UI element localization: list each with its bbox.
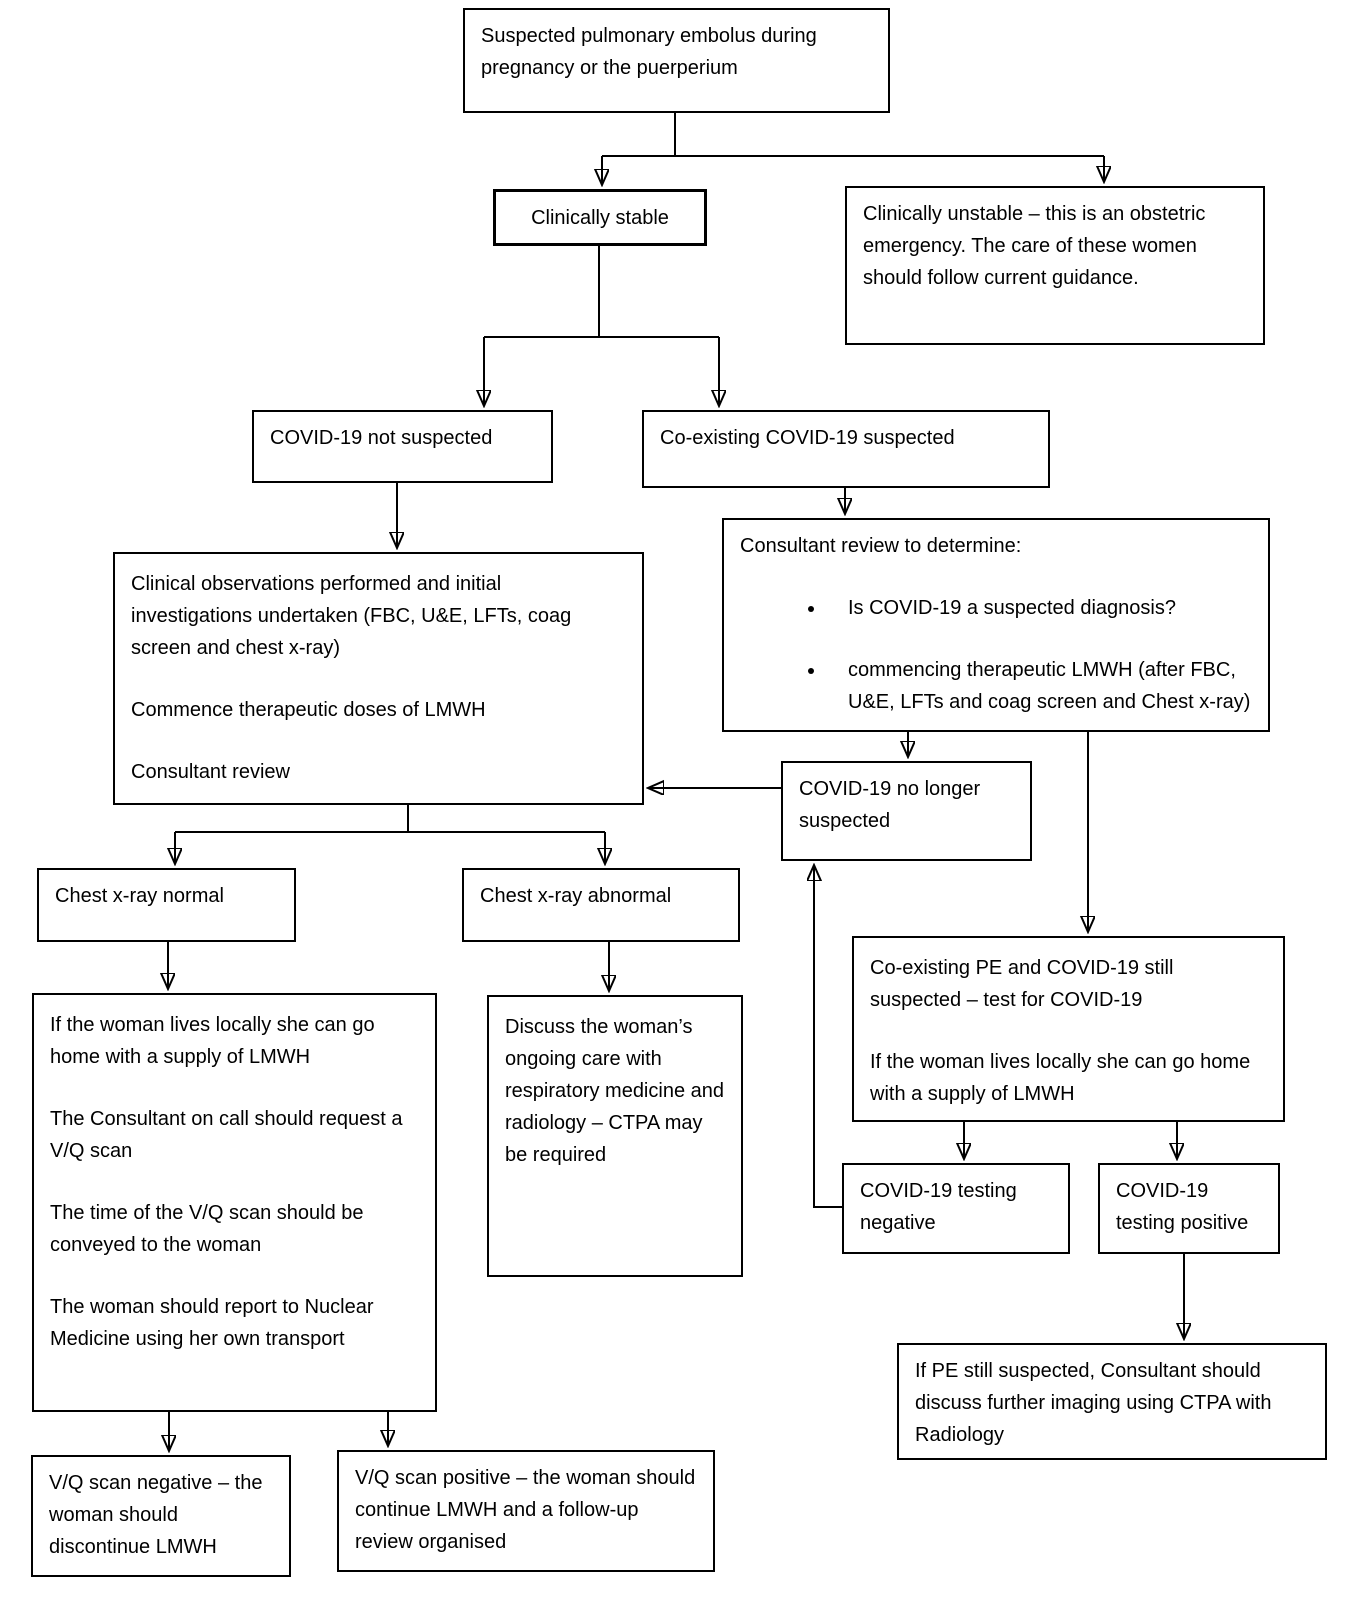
consultant-review-bullet: • commencing therapeutic LMWH (after FBC, U&E, LFTs and coag screen and Chest x-ray)	[826, 654, 1252, 718]
node-cxr-normal	[37, 868, 296, 942]
node-covid-not-suspected	[252, 410, 553, 483]
vq-pathway-paragraph: The Consultant on call should request a V/Q scan	[50, 1108, 403, 1162]
node-covid-test-positive-text: COVID-19 testing positive	[1116, 1180, 1249, 1234]
node-consultant-review	[722, 518, 1270, 732]
pe-covid-still-suspected-paragraph: Co-existing PE and COVID-19 still suspected – test for COVID-19	[870, 957, 1174, 1011]
node-discuss-ongoing-care	[487, 995, 743, 1277]
node-clinical-observations	[113, 552, 644, 805]
node-pe-covid-still-suspected	[852, 936, 1285, 1122]
node-cxr-abnormal	[462, 868, 740, 942]
node-covid-coexisting-suspected	[642, 410, 1050, 488]
node-cxr-normal-text: Chest x-ray normal	[55, 885, 224, 907]
node-clinically-unstable-text: Clinically unstable – this is an obstetric emergency. The care of these women should follow current guidance.	[863, 203, 1206, 289]
node-vq-pathway	[32, 993, 437, 1412]
node-covid-test-negative	[842, 1163, 1070, 1254]
consultant-review-title: Consultant review to determine:	[740, 535, 1022, 557]
node-vq-negative-text: V/Q scan negative – the woman should discontinue LMWH	[49, 1472, 263, 1558]
node-vq-positive-text: V/Q scan positive – the woman should continue LMWH and a follow-up review organised	[355, 1467, 696, 1553]
node-suspected-pe-text: Suspected pulmonary embolus during pregnancy or the puerperium	[481, 25, 817, 79]
node-suspected-pe	[463, 8, 890, 113]
node-vq-positive	[337, 1450, 715, 1572]
node-covid-no-longer	[781, 761, 1032, 861]
connector-negative-feedback	[814, 867, 842, 1207]
node-clinically-stable-text: Clinically stable	[531, 206, 669, 229]
pe-covid-still-suspected-paragraph: If the woman lives locally she can go home with a supply of LMWH	[870, 1051, 1251, 1105]
clinical-observations-paragraph: Consultant review	[131, 761, 290, 783]
node-clinically-stable	[493, 189, 707, 246]
node-covid-test-negative-text: COVID-19 testing negative	[860, 1180, 1017, 1234]
clinical-observations-paragraph: Commence therapeutic doses of LMWH	[131, 699, 486, 721]
node-covid-no-longer-text: COVID-19 no longer suspected	[799, 778, 981, 832]
node-clinically-unstable	[845, 186, 1265, 345]
node-pe-still-suspected-text: If PE still suspected, Consultant should discuss further imaging using CTPA with Radiology	[915, 1360, 1272, 1446]
node-covid-test-positive	[1098, 1163, 1280, 1254]
consultant-review-bullet: • Is COVID-19 a suspected diagnosis?	[826, 592, 1252, 624]
node-vq-negative	[31, 1455, 291, 1577]
node-discuss-ongoing-care-text: Discuss the woman’s ongoing care with respiratory medicine and radiology – CTPA may be required	[505, 1016, 724, 1166]
vq-pathway-paragraph: If the woman lives locally she can go home with a supply of LMWH	[50, 1014, 375, 1068]
node-covid-coexisting-suspected-text: Co-existing COVID-19 suspected	[660, 427, 955, 449]
node-cxr-abnormal-text: Chest x-ray abnormal	[480, 885, 672, 907]
consultant-review-bullet-list	[740, 592, 1252, 718]
clinical-observations-paragraph: Clinical observations performed and initial investigations undertaken (FBC, U&E, LFTs, coag screen and chest x-ray)	[131, 573, 572, 659]
vq-pathway-paragraph: The time of the V/Q scan should be conveyed to the woman	[50, 1202, 364, 1256]
node-pe-still-suspected	[897, 1343, 1327, 1460]
vq-pathway-paragraph: The woman should report to Nuclear Medicine using her own transport	[50, 1296, 374, 1350]
node-covid-not-suspected-text: COVID-19 not suspected	[270, 427, 493, 449]
